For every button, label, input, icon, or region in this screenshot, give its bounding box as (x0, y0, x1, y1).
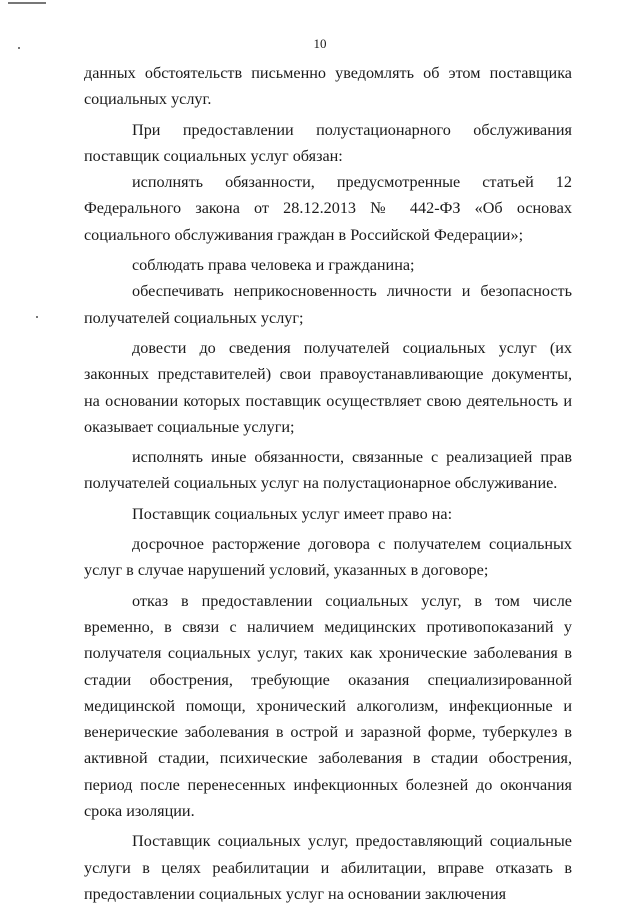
paragraph: Поставщик социальных услуг, предоставляющий социальные услуги в целях реабилитации и абилитации, вправе отказать в предоставлении социальных услуг на основании заключения (84, 832, 572, 903)
paragraph: Поставщик социальных услуг имеет право на: (132, 504, 453, 523)
page-number: 10 (313, 36, 327, 51)
paragraph: данных обстоятельств письменно уведомлять об этом поставщика социальных услуг. (84, 64, 572, 109)
paragraph: исполнять иные обязанности, связанные с реализацией прав получателей социальных услуг на полустационарное обслуживание. (84, 448, 572, 493)
document-body (84, 60, 572, 907)
paragraph: обеспечивать неприкосновенность личности и безопасность получателей социальных услуг; (84, 282, 572, 327)
paragraph: досрочное расторжение договора с получателем социальных услуг в случае нарушений условий, указанных в договоре; (84, 535, 572, 580)
paragraph: соблюдать права человека и гражданина; (132, 256, 415, 275)
paragraph: довести до сведения получателей социальных услуг (их законных представителей) свои правоустанавливающие документы, на основании которых поставщик осуществляет свою деятельность и оказывает социальные услуги; (84, 338, 572, 436)
paragraph: отказ в предоставлении социальных услуг, в том числе временно, в связи с наличием медицинских противопоказаний у получателя социальных услуг, таких как хронические заболевания в стадии обострения, требующие оказания специализированной медицинской помощи, хронический алкоголизм, инфекционные и венерические заболевания в острой и заразной форме, туберкулез в активной стадии, психические заболевания в стадии обострения, период после перенесенных инфекционных болезней до окончания срока изоляции. (84, 591, 572, 821)
scan-dot (36, 316, 38, 318)
scan-edge-mark (8, 2, 46, 4)
paragraph: При предоставлении полустационарного обслуживания поставщик социальных услуг обязан: (84, 120, 572, 165)
paragraph: исполнять обязанности, предусмотренные статьей 12 Федерального закона от 28.12.2013 № 442-ФЗ «Об основах социального обслуживания граждан в Российской Федерации»; (84, 173, 572, 244)
